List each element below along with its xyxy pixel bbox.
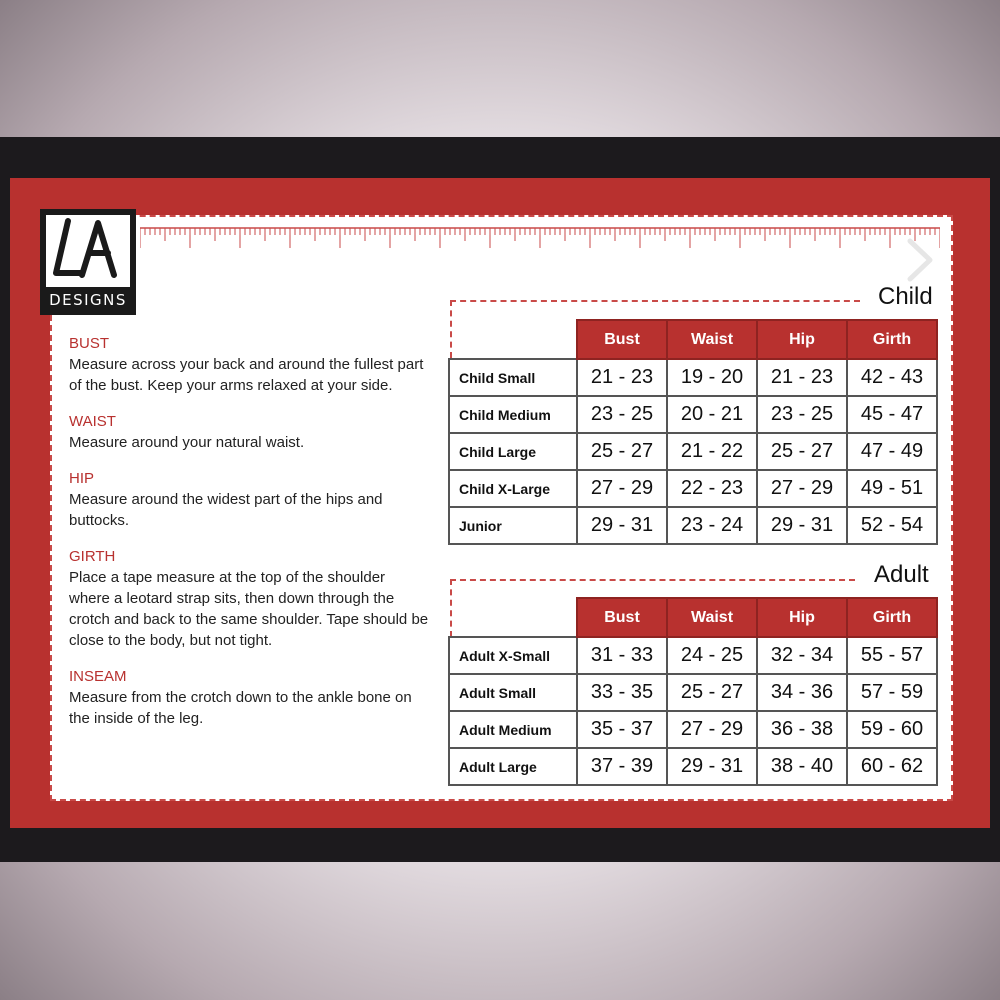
table-cell: 35 - 37 (577, 711, 667, 748)
column-header-waist: Waist (667, 320, 757, 359)
row-label: Child Small (449, 359, 577, 396)
table-cell: 55 - 57 (847, 637, 937, 674)
table-header-row (449, 598, 937, 637)
instruction-title: BUST (69, 335, 110, 352)
adult-section-title: Adult (874, 561, 929, 588)
table-row (449, 711, 937, 748)
row-label: Adult Large (449, 748, 577, 785)
child-section-divider (450, 300, 860, 302)
table-row (449, 637, 937, 674)
table-cell: 23 - 25 (577, 396, 667, 433)
column-header-hip: Hip (757, 598, 847, 637)
table-cell: 60 - 62 (847, 748, 937, 785)
table-row (449, 396, 937, 433)
instruction-girth (69, 547, 429, 651)
instruction-hip (69, 469, 429, 531)
table-cell: 25 - 27 (757, 433, 847, 470)
table-cell: 33 - 35 (577, 674, 667, 711)
column-header-hip: Hip (757, 320, 847, 359)
table-row (449, 470, 937, 507)
child-size-table (448, 319, 938, 545)
table-row (449, 359, 937, 396)
table-cell: 23 - 24 (667, 507, 757, 544)
instruction-text: Measure around the widest part of the hips and buttocks. (69, 491, 383, 529)
table-cell: 21 - 23 (757, 359, 847, 396)
instruction-text: Measure from the crotch down to the ankle bone on the inside of the leg. (69, 689, 412, 727)
column-header-bust: Bust (577, 320, 667, 359)
table-cell: 27 - 29 (757, 470, 847, 507)
table-cell: 25 - 27 (577, 433, 667, 470)
table-cell: 29 - 31 (757, 507, 847, 544)
table-cell: 38 - 40 (757, 748, 847, 785)
instruction-title: HIP (69, 470, 95, 487)
table-cell: 19 - 20 (667, 359, 757, 396)
table-row (449, 674, 937, 711)
table-cell: 34 - 36 (757, 674, 847, 711)
table-row (449, 748, 937, 785)
table-cell: 57 - 59 (847, 674, 937, 711)
table-cell: 21 - 23 (577, 359, 667, 396)
instruction-waist (69, 412, 429, 453)
table-cell: 20 - 21 (667, 396, 757, 433)
table-cell: 31 - 33 (577, 637, 667, 674)
column-header-girth: Girth (847, 320, 937, 359)
table-cell: 23 - 25 (757, 396, 847, 433)
chevron-right-icon[interactable] (900, 235, 940, 285)
table-cell: 21 - 22 (667, 433, 757, 470)
brand-logo (40, 209, 136, 315)
instruction-title: GIRTH (69, 548, 116, 565)
row-label: Child X-Large (449, 470, 577, 507)
table-cell: 27 - 29 (577, 470, 667, 507)
table-cell: 42 - 43 (847, 359, 937, 396)
header-spacer (449, 320, 577, 359)
adult-section-divider (450, 579, 855, 581)
table-cell: 29 - 31 (577, 507, 667, 544)
logo-text: DESIGNS (49, 291, 127, 309)
column-header-girth: Girth (847, 598, 937, 637)
measurement-instructions (69, 334, 429, 745)
column-header-waist: Waist (667, 598, 757, 637)
table-header-row (449, 320, 937, 359)
table-cell: 25 - 27 (667, 674, 757, 711)
instruction-title: WAIST (69, 413, 116, 430)
table-row (449, 433, 937, 470)
table-cell: 37 - 39 (577, 748, 667, 785)
table-cell: 52 - 54 (847, 507, 937, 544)
instruction-title: INSEAM (69, 668, 127, 685)
row-label: Child Large (449, 433, 577, 470)
adult-size-table (448, 597, 938, 786)
table-cell: 45 - 47 (847, 396, 937, 433)
table-cell: 49 - 51 (847, 470, 937, 507)
row-label: Adult X-Small (449, 637, 577, 674)
table-cell: 32 - 34 (757, 637, 847, 674)
table-cell: 59 - 60 (847, 711, 937, 748)
table-cell: 29 - 31 (667, 748, 757, 785)
row-label: Adult Medium (449, 711, 577, 748)
instruction-bust (69, 334, 429, 396)
instruction-text: Measure across your back and around the fullest part of the bust. Keep your arms relaxed at your side. (69, 356, 424, 394)
instruction-text: Place a tape measure at the top of the shoulder where a leotard strap sits, then down through the crotch and back to the same shoulder. Tape should be close to the body, but not tight. (69, 569, 429, 649)
table-row (449, 507, 937, 544)
column-header-bust: Bust (577, 598, 667, 637)
table-cell: 36 - 38 (757, 711, 847, 748)
table-cell: 27 - 29 (667, 711, 757, 748)
header-spacer (449, 598, 577, 637)
child-section-title: Child (878, 283, 933, 310)
instruction-inseam (69, 667, 429, 729)
logo-mark (46, 215, 130, 287)
table-cell: 22 - 23 (667, 470, 757, 507)
table-cell: 47 - 49 (847, 433, 937, 470)
instruction-text: Measure around your natural waist. (69, 434, 305, 451)
ruler-icon (140, 224, 940, 252)
row-label: Child Medium (449, 396, 577, 433)
table-cell: 24 - 25 (667, 637, 757, 674)
row-label: Adult Small (449, 674, 577, 711)
row-label: Junior (449, 507, 577, 544)
